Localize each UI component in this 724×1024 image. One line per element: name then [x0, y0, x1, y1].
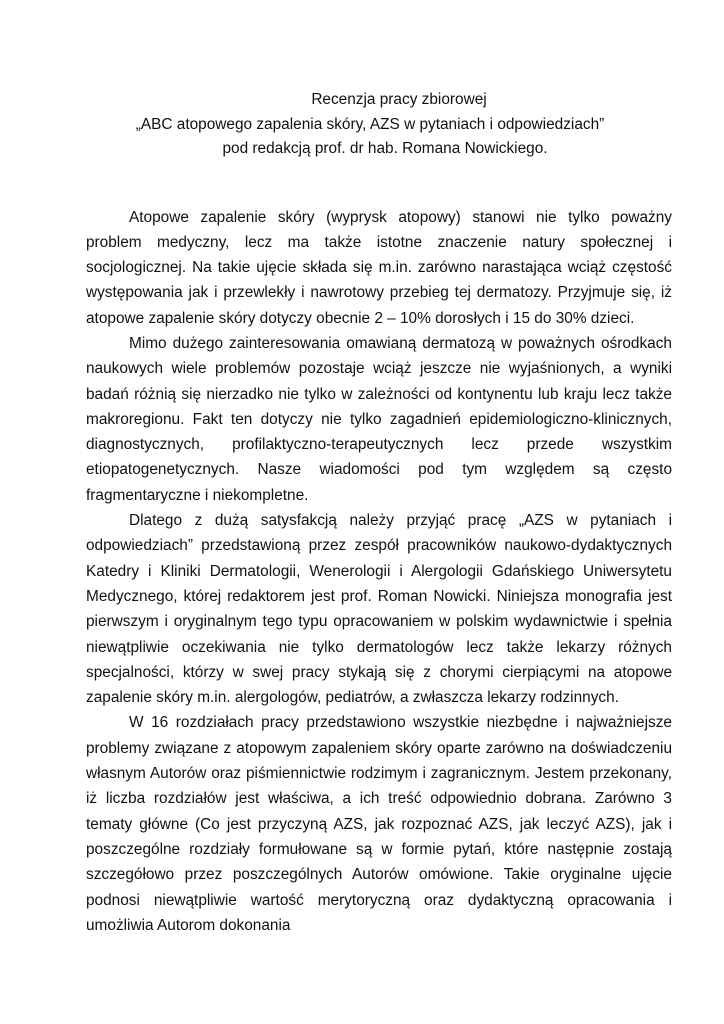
title-line-2: „ABC atopowego zapalenia skóry, AZS w pytaniach i odpowiedziach” [135, 115, 605, 133]
title-line-3: pod redakcją prof. dr hab. Romana Nowickiego. [222, 140, 548, 157]
review-body [86, 205, 672, 939]
paragraph-3: Dlatego z dużą satysfakcją należy przyjąć pracę „AZS w pytaniach i odpowiedziach” przedstawioną przez zespół pracowników naukowo-dydaktycznych Katedry i Kliniki Dermatologii, Wenerologii i Alergologii Gdańskiego Uniwersytetu Medycznego, której redaktorem jest prof. Roman Nowicki. Niniejsza monografia jest pierwszym i oryginalnym tego typu opracowaniem w polskim wydawnictwie i spełnia niewątpliwie oczekiwania nie tylko dermatologów lecz także lekarzy różnych specjalności, którzy w swej pracy stykają się z chorymi cierpiącymi na atopowe zapalenie skóry m.in. alergologów, pediatrów, a zwłaszcza lekarzy rodzinnych. [86, 512, 672, 707]
document-page [86, 88, 672, 938]
review-title [86, 88, 672, 162]
paragraph-2: Mimo dużego zainteresowania omawianą dermatozą w poważnych ośrodkach naukowych wiele problemów pozostaje wciąż jeszcze nie wyjaśnionych, a wyniki badań różnią się nierzadko nie tylko w zależności od kontynentu lub kraju lecz także makroregionu. Fakt ten dotyczy nie tylko zagadnień epidemiologiczno-klinicznych, diagnostycznych, profilaktyczno-terapeutycznych lecz przede wszystkim etiopatogenetycznych. Nasze wiadomości pod tym względem są często fragmentaryczne i niekompletne. [86, 334, 672, 504]
paragraph-4: W 16 rozdziałach pracy przedstawiono wszystkie niezbędne i najważniejsze problemy związane z atopowym zapaleniem skóry oparte zarówno na doświadczeniu własnym Autorów oraz piśmiennictwie rodzimym i zagranicznym. Jestem przekonany, iż liczba rozdziałów jest właściwa, a ich treść odpowiednio dobrana. Zarówno 3 tematy główne (Co jest przyczyną AZS, jak rozpoznać AZS, jak leczyć AZS), jak i poszczególne rozdziały formułowane są w formie pytań, które następnie zostają szczegółowo przez poszczególnych Autorów omówione. Takie oryginalne ujęcie podnosi niewątpliwie wartość merytoryczną oraz dydaktyczną opracowania i umożliwia Autorom dokonania [86, 714, 672, 934]
title-line-1: Recenzja pracy zbiorowej [311, 91, 487, 108]
paragraph-1: Atopowe zapalenie skóry (wyprysk atopowy) stanowi nie tylko poważny problem medyczny, lecz ma także istotne znaczenie natury społecznej i socjologicznej. Na takie ujęcie składa się m.in. zarówno narastająca wciąż częstość występowania jak i przewlekły i nawrotowy przebieg tej dermatozy. Przyjmuje się, iż atopowe zapalenie skóry dotyczy obecnie 2 – 10% dorosłych i 15 do 30% dzieci. [86, 208, 672, 327]
